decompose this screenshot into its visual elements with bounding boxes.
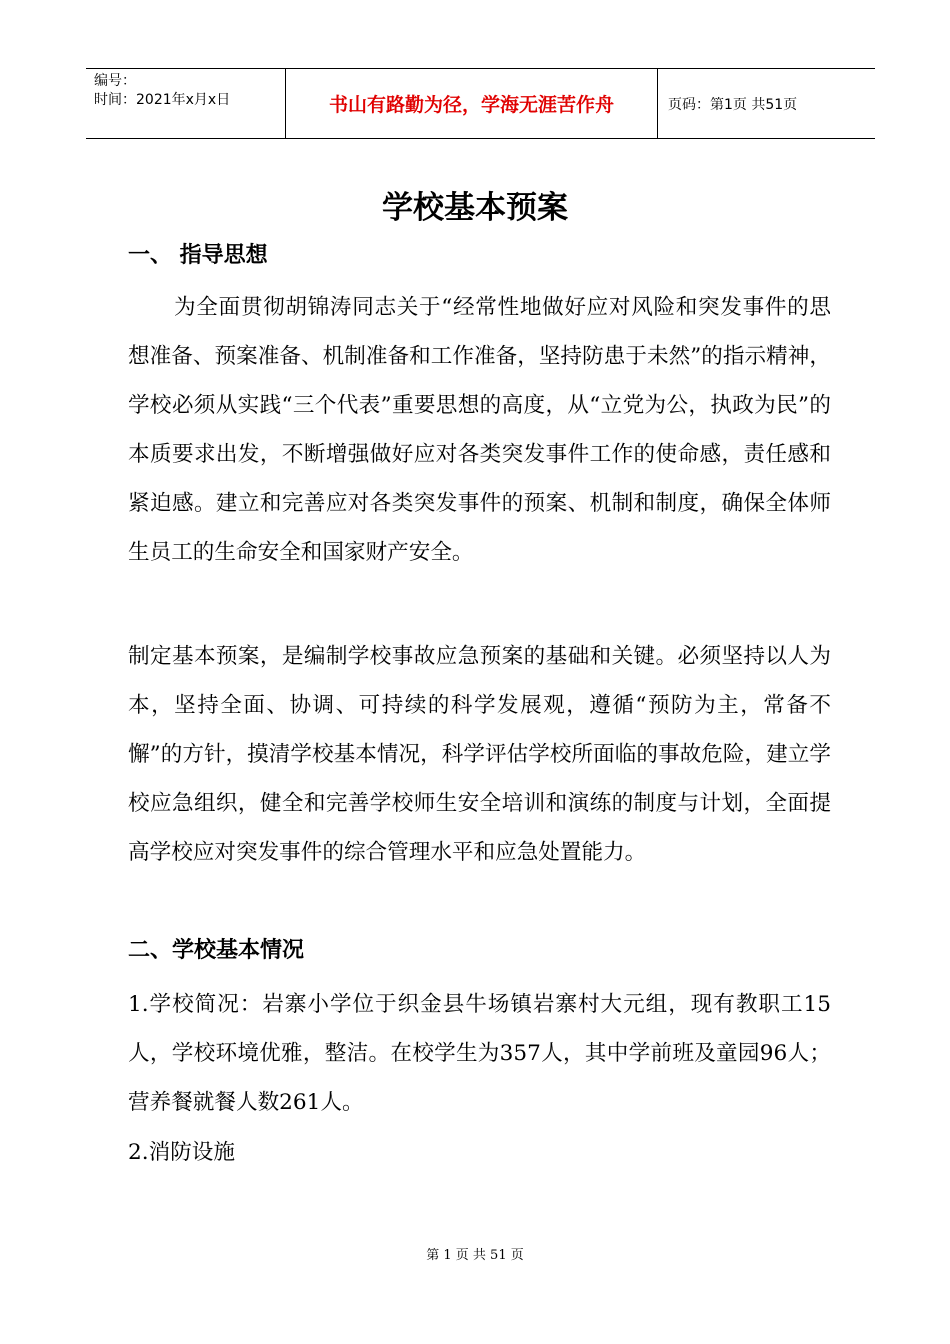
document-number-label: 编号： xyxy=(94,73,136,89)
paragraph-school-overview: 1.学校简况：岩寨小学位于织金县牛场镇岩寨村大元组，现有教职工15人，学校环境优雅，整洁。在校学生为357人，其中学前班及童园96人；营养餐就餐人数261人。 xyxy=(128,992,831,1115)
paragraph-guiding-ideology-1: 为全面贯彻胡锦涛同志关于“经常性地做好应对风险和突发事件的思想准备、预案准备、机制准备和工作准备，坚持防患于未然”的指示精神，学校必须从实践“三个代表”重要思想的高度，从“立党为公，执政为民”的本质要求出发，不断增强做好应对各类突发事件工作的使命感，责任感和紧迫感。建立和完善应对各类突发事件的预案、机制和制度，确保全体师生员工的生命安全和国家财产安全。 xyxy=(128,295,831,565)
header-motto: 书山有路勤为径，学海无涯苦作舟 xyxy=(328,94,614,116)
page-footer: 第 1 页 共 51 页 xyxy=(426,1248,524,1263)
header-page-cell xyxy=(658,69,875,138)
paragraph-fire-facilities: 2.消防设施 xyxy=(128,1140,235,1165)
paragraph-guiding-ideology-2: 制定基本预案，是编制学校事故应急预案的基础和关键。必须坚持以人为本，坚持全面、协调、可持续的科学发展观，遵循“预防为主，常备不懈”的方针，摸清学校基本情况，科学评估学校所面临的事故危险，建立学校应急组织，健全和完善学校师生安全培训和演练的制度与计划，全面提高学校应对突发事件的综合管理水平和应急处置能力。 xyxy=(128,644,831,865)
document-header xyxy=(86,68,875,139)
header-meta-cell xyxy=(86,69,286,138)
document-title: 学校基本预案 xyxy=(382,190,568,226)
document-date-label: 时间：2021年x月x日 xyxy=(94,92,231,108)
header-page-info: 页码：第1页 共51页 xyxy=(668,96,798,113)
header-motto-cell xyxy=(286,69,658,138)
section-heading-guiding-ideology: 一、 指导思想 xyxy=(128,243,268,268)
section-heading-school-basics: 二、学校基本情况 xyxy=(128,938,305,963)
